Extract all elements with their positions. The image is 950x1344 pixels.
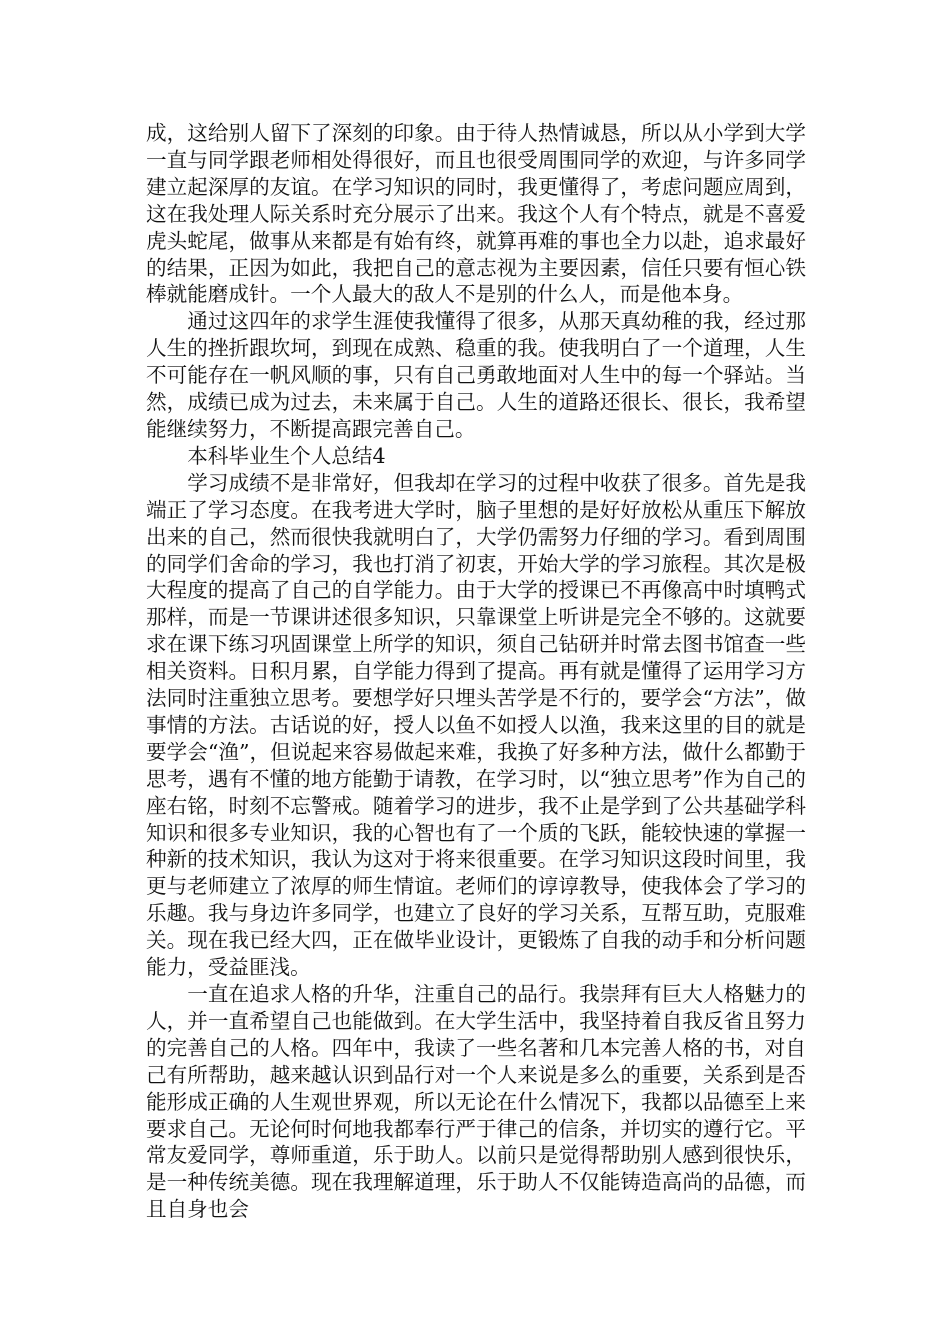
document-page: [146, 120, 806, 1223]
paragraph-character: 一直在追求人格的升华，注重自己的品行。我崇拜有巨大人格魅力的人，并一直希望自己也能做到。在大学生活中，我坚持着自我反省且努力的完善自己的人格。四年中，我读了一些名著和几本完善人格的书，对自己有所帮助，越来越认识到品行对一个人来说是多么的重要，关系到是否能形成正确的人生观世界观，所以无论在什么情况下，我都以品德至上来要求自己。无论何时何地我都奉行严于律己的信条，并切实的遵行它。平常友爱同学，尊师重道，乐于助人。以前只是觉得帮助别人感到很快乐，是一种传统美德。现在我理解道理，乐于助人不仅能铸造高尚的品德，而且自身也会: [146, 982, 806, 1222]
paragraph-continuation: 成，这给别人留下了深刻的印象。由于待人热情诚恳，所以从小学到大学一直与同学跟老师相处得很好，而且也很受周围同学的欢迎，与许多同学建立起深厚的友谊。在学习知识的同时，我更懂得了，考虑问题应周到，这在我处理人际关系时充分展示了出来。我这个人有个特点，就是不喜爱虎头蛇尾，做事从来都是有始有终，就算再难的事也全力以赴，追求最好的结果，正因为如此，我把自己的意志视为主要因素，信任只要有恒心铁棒就能磨成针。一个人最大的敌人不是别的什么人，而是他本身。: [146, 121, 806, 307]
paragraph-study: 学习成绩不是非常好，但我却在学习的过程中收获了很多。首先是我端正了学习态度。在我考进大学时，脑子里想的是好好放松从重压下解放出来的自己，然而很快我就明白了，大学仍需努力仔细的学习。看到周围的同学们舍命的学习，我也打消了初衷，开始大学的学习旅程。其次是极大程度的提高了自己的自学能力。由于大学的授课已不再像高中时填鸭式那样，而是一节课讲述很多知识，只靠课堂上听讲是完全不够的。这就要求在课下练习巩固课堂上所学的知识，须自己钻研并时常去图书馆查一些相关资料。日积月累，自学能力得到了提高。再有就是懂得了运用学习方法同时注重独立思考。要想学好只埋头苦学是不行的，要学会“方法”，做事情的方法。古话说的好，授人以鱼不如授人以渔，我来这里的目的就是要学会“渔”，但说起来容易做起来难，我换了好多种方法，做什么都勤于思考，遇有不懂的地方能勤于请教，在学习时，以“独立思考”作为自己的座右铭，时刻不忘警戒。随着学习的进步，我不止是学到了公共基础学科知识和很多专业知识，我的心智也有了一个质的飞跃，能较快速的掌握一种新的技术知识，我认为这对于将来很重要。在学习知识这段时间里，我更与老师建立了浓厚的师生情谊。老师们的谆谆教导，使我体会了学习的乐趣。我与身边许多同学，也建立了良好的学习关系，互帮互助，克服难关。现在我已经大四，正在做毕业设计，更锻炼了自我的动手和分析问题能力，受益匪浅。: [146, 470, 806, 980]
paragraph-reflection: 通过这四年的求学生涯使我懂得了很多，从那天真幼稚的我，经过那人生的挫折跟坎坷，到现在成熟、稳重的我。使我明白了一个道理，人生不可能存在一帆风顺的事，只有自己勇敢地面对人生中的每一个驿站。当然，成绩已成为过去，未来属于自己。人生的道路还很长、很长，我希望能继续努力，不断提高跟完善自己。: [146, 309, 806, 441]
section-heading: 本科毕业生个人总结4: [187, 443, 386, 468]
